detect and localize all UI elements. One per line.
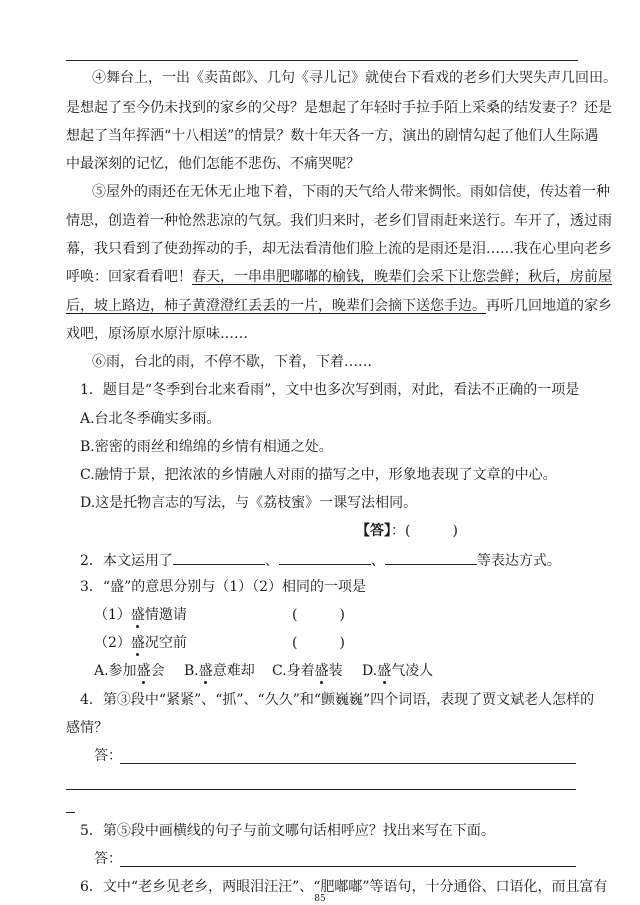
q4-line1: 4．第③段中“紧紧”、“抓”、“久久”和“颤巍巍”四个词语，表现了贾文斌老人怎样的 [80,692,595,708]
q5-answer-label: 答： [94,851,122,867]
q2-blank-1[interactable] [173,550,265,565]
q3-option-d-post: 气凌人 [391,663,434,679]
para5-line6: 戏吧，原汤原水原汁原味…… [66,326,248,342]
q2-blank-2[interactable] [279,550,371,565]
q1-option-d: D.这是托物言志的写法，与《荔枝蜜》一课写法相同。 [80,495,418,511]
q3-item-1-char: 盛 [130,607,145,623]
para6-line1: ⑥雨，台北的雨，不停不歇，下着，下着…… [92,354,372,370]
q4-answer-label: 答： [94,748,122,764]
q3-option-b-post: 意难却 [212,663,255,679]
q2-sep-1: 、 [264,553,279,569]
q3-item-1-rest: 情邀请 [144,607,187,623]
para5-line5 [66,297,612,315]
q3-option-c-pre: C.身着 [272,663,315,679]
q4-answer-line-2[interactable] [66,789,576,790]
q4-answer-line-3[interactable] [66,812,75,813]
para5-call: 呼唤：回家看看吧！ [66,269,192,285]
para5-underlined-1: 春天，一串串肥嘟嘟的榆钱，晚辈们会采下让您尝鲜；秋后，房前屋 [192,269,612,285]
q3-option-d-char: 盛 [377,663,392,679]
q3-option-d [362,662,433,680]
para5-line3: 幕，我只看到了使劲挥动的手，却无法看清他们脸上流的是雨还是泪……我在心里向老乡 [66,241,612,257]
q3-option-c-char: 盛 [314,663,329,679]
para4-line4: 中最深刻的记忆，他们怎能不悲伤、不痛哭呢？ [66,156,360,172]
q3-option-a-char: 盛 [136,663,151,679]
q1-option-c: C.融情于景，把浓浓的乡情融人对雨的描写之中，形象地表现了文章的中心。 [80,467,557,483]
q2-pre: 2．本文运用了 [80,553,173,569]
para4-line3: 想起了当年挥洒“十八相送”的情景？数十年天各一方，演出的剧情勾起了他们人生际遇 [66,128,599,144]
q3-option-a [94,662,165,680]
q3-item-1 [94,606,187,624]
q3-item-2-num: （2） [94,635,131,651]
para5-line2: 情思，创造着一种怆然悲凉的气氛。我们归来时，老乡们冒雨赶来送行。车开了，透过雨 [66,213,612,229]
q3-item-2-paren: ( ) [292,635,345,651]
q2-blank-3[interactable] [385,550,477,565]
q2-post: 等表达方式。 [476,553,561,569]
para4-line1: ④舞台上，一出《卖苗郎》、几句《寻儿记》就使台下看戏的老乡们大哭失声几回田。 [92,70,617,86]
q5-answer-line[interactable] [120,866,576,867]
q2-sep-2: 、 [370,553,385,569]
q1-answer-paren: ：( ) [391,523,458,539]
q3-option-a-pre: A.参加 [94,663,137,679]
para5-line5-rest: 再听几回地道的家乡 [486,298,612,314]
header-rule [66,60,578,61]
q3-item-1-num: （1） [94,607,131,623]
q4-line2: 感情？ [66,720,108,736]
q1-answer-label: 【答】 [356,523,391,539]
para5-line4 [66,268,612,286]
q4-answer-line-1[interactable] [120,763,576,764]
q3-option-a-post: 会 [150,663,165,679]
q6-stem: 6．文中“老乡见老乡，两眼泪汪汪”、“肥嘟嘟”等语句，十分通俗、口语化，而且富有 [80,879,608,895]
q1-stem: 1．题目是“冬季到台北来看雨”，文中也多次写到雨，对此，看法不正确的一项是 [80,382,580,398]
q3-item-1-paren: ( ) [292,607,345,623]
q1-option-b: B.密密的雨丝和绵绵的乡情有相通之处。 [80,439,333,455]
q3-option-b-char: 盛 [198,663,213,679]
q3-option-b [184,662,255,680]
q3-item-2-char: 盛 [130,635,145,651]
q2 [80,550,561,570]
q3-item-2 [94,634,187,652]
q3-option-c [272,662,343,680]
para4-line2: 是想起了至今仍未找到的家乡的父母？是想起了年轻时手拉手陌上采桑的结发妻子？还是 [66,100,612,116]
para5-underlined-2: 后，坡上路边，柿子黄澄澄红丢丢的一片，晚辈们会摘下送您手边。 [66,298,486,314]
page-number: 85 [314,894,326,904]
q3-option-b-pre: B. [184,663,199,679]
q1-option-a: A.台北冬季确实多雨。 [80,411,221,427]
q5-stem: 5．第⑤段中画横线的句子与前文哪句话相呼应？找出来写在下面。 [80,823,495,839]
q3-option-d-pre: D. [362,663,378,679]
q3-stem: 3．“盛”的意思分别与（1）（2）相同的一项是 [80,579,367,595]
q3-item-2-rest: 况空前 [144,635,187,651]
q3-option-c-post: 装 [328,663,343,679]
para5-line1: ⑤屋外的雨还在无休无止地下着，下雨的天气给人带来惆怅。雨如信使，传达着一种 [92,184,610,200]
q1-answer [356,522,458,540]
